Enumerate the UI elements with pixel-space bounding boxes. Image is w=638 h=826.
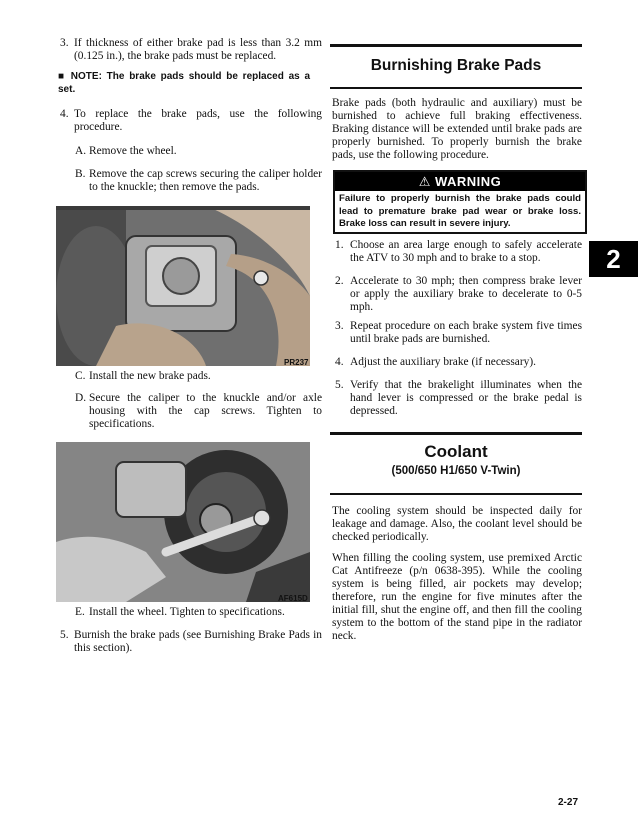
caliper-photo-label: PR237 — [284, 358, 309, 366]
warning-box — [333, 170, 587, 234]
burnishing-intro-text: Brake pads (both hydraulic and auxiliary) must be burnished to achieve full braking effectiveness. Braking distance will be extended until brake pads are properly burnished. To properly burnish the brake pads, use the following procedure. — [332, 97, 582, 161]
note — [58, 70, 310, 96]
burnish-step-1-text: Choose an area large enough to safely accelerate the ATV to 30 mph and to brake to a stop. — [350, 239, 582, 264]
warning-title-bar — [335, 172, 585, 191]
sub-step-d — [75, 392, 322, 431]
note-text: NOTE: The brake pads should be replaced as a set. — [58, 71, 311, 95]
burnish-step-3-number: 3. — [335, 320, 344, 332]
burnish-step-1-number: 1. — [335, 239, 344, 251]
sub-step-b — [75, 168, 322, 194]
burnish-step-3 — [335, 320, 582, 346]
sub-step-b-text: Remove the cap screws securing the caliper holder to the knuckle; then remove the pads. — [89, 168, 322, 193]
sub-step-c-text: Install the new brake pads. — [89, 370, 211, 382]
sub-step-a-letter: A. — [75, 145, 87, 157]
step-4-text: To replace the brake pads, use the following procedure. — [74, 108, 322, 133]
coolant-paragraph-1 — [332, 505, 582, 544]
sub-step-e — [75, 606, 322, 619]
sub-step-b-letter: B. — [75, 168, 86, 180]
burnish-step-4-text: Adjust the auxiliary brake (if necessary). — [350, 356, 536, 368]
warning-triangle-icon: ⚠ — [418, 174, 431, 189]
burnish-step-5-text: Verify that the brakelight illuminates when the hand lever is compressed or the brake pedal is depressed. — [350, 379, 582, 417]
axle-photo — [56, 442, 310, 602]
axle-photo-label: AF615D — [278, 594, 308, 602]
sub-step-e-letter: E. — [75, 606, 85, 618]
warning-title: WARNING — [434, 174, 502, 189]
burnish-step-2 — [335, 275, 582, 314]
burnish-step-4 — [335, 356, 582, 369]
burnishing-intro — [332, 97, 582, 162]
axle-illustration — [56, 442, 310, 602]
step-3-text: If thickness of either brake pad is less than 3.2 mm (0.125 in.), the brake pads must be replaced. — [74, 37, 322, 62]
burnish-step-5 — [335, 379, 582, 418]
coolant-paragraph-2 — [332, 552, 582, 643]
sub-step-d-text: Secure the caliper to the knuckle and/or axle housing with the cap screws. Tighten to specifications. — [89, 392, 322, 430]
sub-step-a-text: Remove the wheel. — [89, 145, 177, 157]
coolant-subtitle: (500/650 H1/650 V-Twin) — [391, 465, 521, 477]
burnishing-heading-text: Burnishing Brake Pads — [370, 57, 542, 74]
coolant-paragraph-1-text: The cooling system should be inspected daily for leakage and damage. Also, the coolant level should be checked periodically. — [332, 505, 582, 543]
note-marker-icon: ■ — [58, 71, 67, 82]
sub-step-a — [75, 145, 322, 158]
step-5-number: 5. — [60, 629, 69, 641]
sub-step-c — [75, 370, 322, 383]
step-3 — [60, 37, 322, 63]
step-5 — [60, 629, 322, 655]
sub-step-c-letter: C. — [75, 370, 86, 382]
warning-text: Failure to properly burnish the brake pads could lead to premature brake pad wear or brake loss. Brake loss can result in severe injury. — [339, 193, 581, 229]
burnish-step-2-text: Accelerate to 30 mph; then compress brake lever or apply the auxiliary brake to decelerate to 0-5 mph. — [350, 275, 582, 313]
burnish-step-3-text: Repeat procedure on each brake system five times until brake pads are burnished. — [350, 320, 582, 345]
burnish-step-1 — [335, 239, 582, 265]
step-4 — [60, 108, 322, 134]
step-4-number: 4. — [60, 108, 69, 120]
sub-step-e-text: Install the wheel. Tighten to specifications. — [89, 606, 285, 618]
burnish-step-5-number: 5. — [335, 379, 344, 391]
page-number: 2-27 — [558, 797, 579, 808]
coolant-heading — [330, 432, 582, 495]
coolant-paragraph-2-text: When filling the cooling system, use premixed Arctic Cat Antifreeze (p/n 0638-395). While the cooling system is being filled, air pockets may develop; therefore, run the engine for five minutes after the initial fill, shut the engine off, and then fill the cooling system to the bottom of the stand pipe in the radiator neck. — [332, 552, 582, 642]
coolant-title: Coolant — [424, 442, 488, 461]
step-3-number: 3. — [60, 37, 69, 49]
caliper-illustration — [56, 206, 310, 366]
section-tab: 2 — [589, 241, 638, 277]
sub-step-d-letter: D. — [75, 392, 87, 404]
burnishing-heading — [330, 44, 582, 89]
step-5-text: Burnish the brake pads (see Burnishing Brake Pads in this section). — [74, 629, 322, 654]
caliper-photo — [56, 206, 310, 366]
burnish-step-4-number: 4. — [335, 356, 344, 368]
burnish-step-2-number: 2. — [335, 275, 344, 287]
